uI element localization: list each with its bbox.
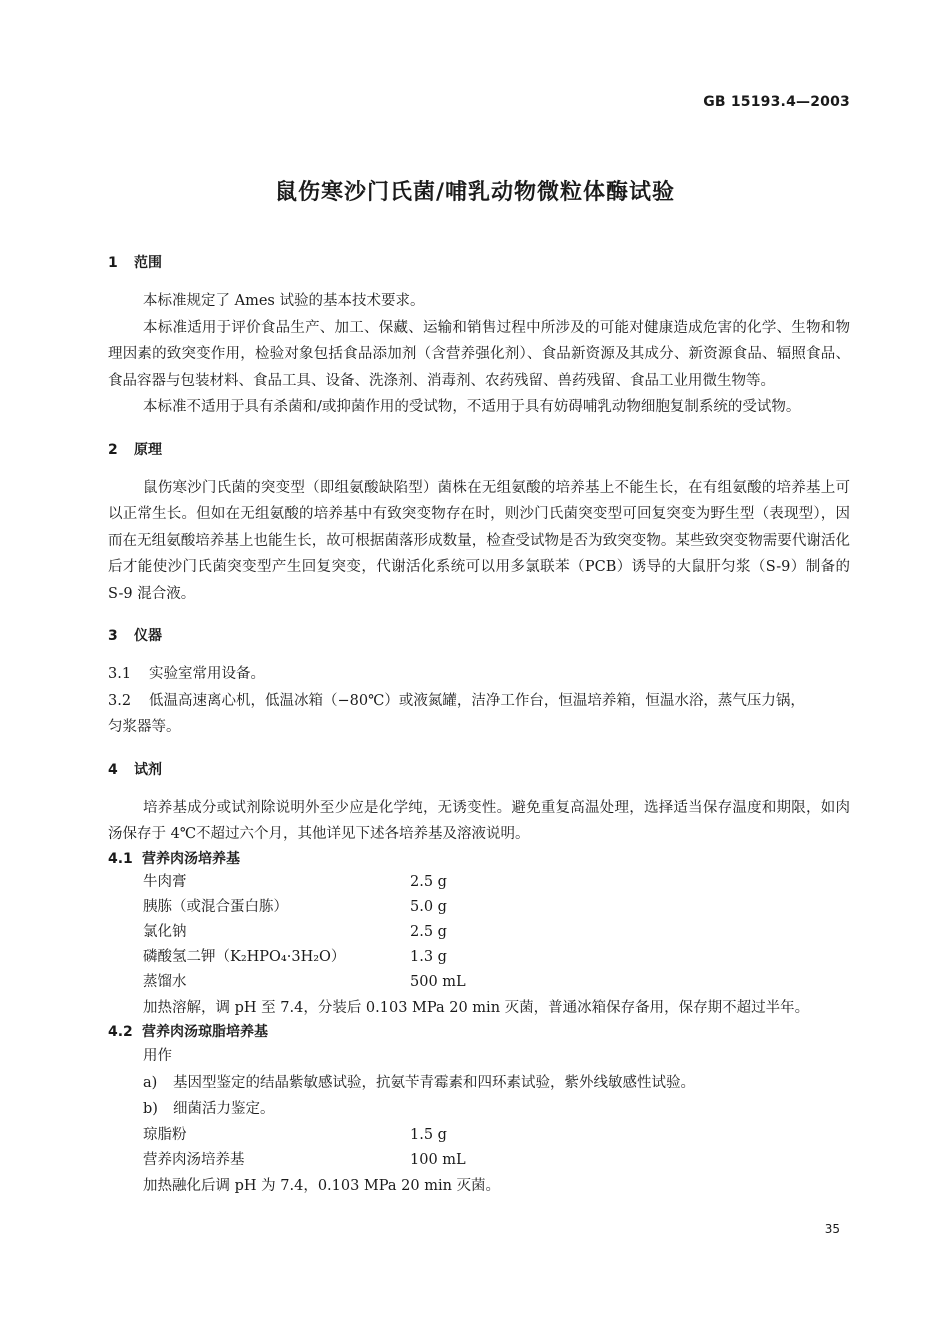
- subsection-heading-4-2: [108, 1021, 850, 1043]
- item-label: b): [143, 1101, 158, 1117]
- subsection-number: 4.1: [108, 850, 133, 867]
- recipe-row: [143, 1148, 850, 1173]
- subsection-title: 营养肉汤培养基: [142, 850, 240, 867]
- paragraph: 本标准不适用于具有杀菌和/或抑菌作用的受试物，不适用于具有妨碍哺乳动物细胞复制系统的受试物。: [143, 399, 801, 415]
- ingredient-name: 磷酸氢二钾（K₂HPO₄·3H₂O）: [143, 948, 346, 965]
- section-heading-principle: [108, 439, 850, 461]
- section-title: 范围: [134, 255, 162, 271]
- recipe-table: [143, 1123, 850, 1173]
- recipe-row: [143, 1123, 850, 1148]
- section-title: 试剂: [134, 761, 162, 778]
- recipe-row: [143, 945, 850, 970]
- ingredient-name: 氯化钠: [143, 923, 187, 940]
- ingredient-amount: 500 mL: [410, 973, 466, 990]
- page-number: 35: [824, 1222, 840, 1236]
- ingredient-amount: 5.0 g: [410, 898, 447, 915]
- ingredient-name: 营养肉汤培养基: [143, 1151, 245, 1168]
- recipe-row: [143, 895, 850, 920]
- ingredient-name: 蒸馏水: [143, 973, 187, 990]
- subsection-number: 4.2: [108, 1024, 133, 1040]
- section-number: 1: [108, 255, 118, 271]
- clause-3-1: [108, 661, 850, 688]
- recipe-row: [143, 920, 850, 945]
- recipe-table: [143, 870, 850, 995]
- item-text: 细菌活力鉴定。: [173, 1101, 275, 1117]
- ingredient-name: 胰胨（或混合蛋白胨）: [143, 898, 288, 915]
- item-text: 基因型鉴定的结晶紫敏感试验，抗氨苄青霉素和四环素试验，紫外线敏感性试验。: [173, 1074, 695, 1091]
- use-item-a: [143, 1070, 850, 1097]
- paragraph: 本标准规定了 Ames 试验的基本技术要求。: [143, 293, 425, 309]
- clause-text: 低温高速离心机，低温冰箱（−80℃）或液氮罐，洁净工作台，恒温培养箱，恒温水浴，蒸气压力锅，: [149, 692, 805, 709]
- section-number: 3: [108, 628, 118, 644]
- subsection-heading-4-1: [108, 848, 850, 870]
- ingredient-name: 牛肉膏: [143, 873, 187, 890]
- clause-text: 实验室常用设备。: [149, 666, 265, 682]
- section-number: 4: [108, 761, 118, 778]
- ingredient-name: 琼脂粉: [143, 1126, 187, 1143]
- document-title: 鼠伤寒沙门氏菌/哺乳动物微粒体酶试验: [274, 180, 676, 205]
- ingredient-amount: 2.5 g: [410, 923, 447, 940]
- section-title: 原理: [134, 441, 162, 458]
- ingredient-amount: 1.5 g: [410, 1126, 447, 1143]
- standard-number: GB 15193.4—2003: [703, 94, 850, 110]
- ingredient-amount: 1.3 g: [410, 948, 447, 965]
- ingredient-amount: 100 mL: [410, 1151, 466, 1168]
- subsection-title: 营养肉汤琼脂培养基: [142, 1024, 268, 1040]
- recipe-row: [143, 870, 850, 895]
- clause-number: 3.1: [108, 666, 132, 682]
- preparation-note: 加热溶解，调 pH 至 7.4，分装后 0.103 MPa 20 min 灭菌，普通冰箱保存备用，保存期不超过半年。: [143, 999, 810, 1016]
- section-heading-scope: [108, 252, 850, 274]
- section-heading-apparatus: [108, 625, 850, 647]
- preparation-note: 加热融化后调 pH 为 7.4，0.103 MPa 20 min 灭菌。: [143, 1177, 501, 1194]
- clause-number: 3.2: [108, 692, 132, 709]
- paragraph: 本标准适用于评价食品生产、加工、保藏、运输和销售过程中所涉及的可能对健康造成危害的化学、生物和物理因素的致突变作用，检验对象包括食品添加剂（含营养强化剂）、食品新资源及其成分、新资源食品、辐照食品、食品容器与包装材料、食品工具、设备、洗涤剂、消毒剂、农药残留、兽药残留、食品工业用微生物等。: [108, 319, 850, 389]
- document-body: [108, 252, 850, 1199]
- use-item-b: [143, 1096, 850, 1123]
- recipe-row: [143, 970, 850, 995]
- clause-3-2: [108, 688, 850, 715]
- item-label: a): [143, 1074, 158, 1091]
- paragraph: 鼠伤寒沙门氏菌的突变型（即组氨酸缺陷型）菌株在无组氨酸的培养基上不能生长，在有组氨酸的培养基上可以正常生长。但如在无组氨酸的培养基中有致突变物存在时，则沙门氏菌突变型可回复突变为野生型（表现型），因而在无组氨酸培养基上也能生长，故可根据菌落形成数量，检查受试物是否为致突变物。某些致突变物需要代谢活化后才能使沙门氏菌突变型产生回复突变，代谢活化系统可以用多氯联苯（PCB）诱导的大鼠肝匀浆（S-9）制备的 S-9 混合液。: [108, 479, 850, 602]
- use-label: 用作: [143, 1048, 172, 1064]
- section-title: 仪器: [134, 628, 162, 644]
- clause-continuation: 匀浆器等。: [108, 719, 181, 735]
- paragraph: 培养基成分或试剂除说明外至少应是化学纯，无诱变性。避免重复高温处理，选择适当保存温度和期限，如肉汤保存于 4℃不超过六个月，其他详见下述各培养基及溶液说明。: [108, 799, 850, 842]
- section-number: 2: [108, 441, 118, 458]
- ingredient-amount: 2.5 g: [410, 873, 447, 890]
- section-heading-reagents: [108, 759, 850, 781]
